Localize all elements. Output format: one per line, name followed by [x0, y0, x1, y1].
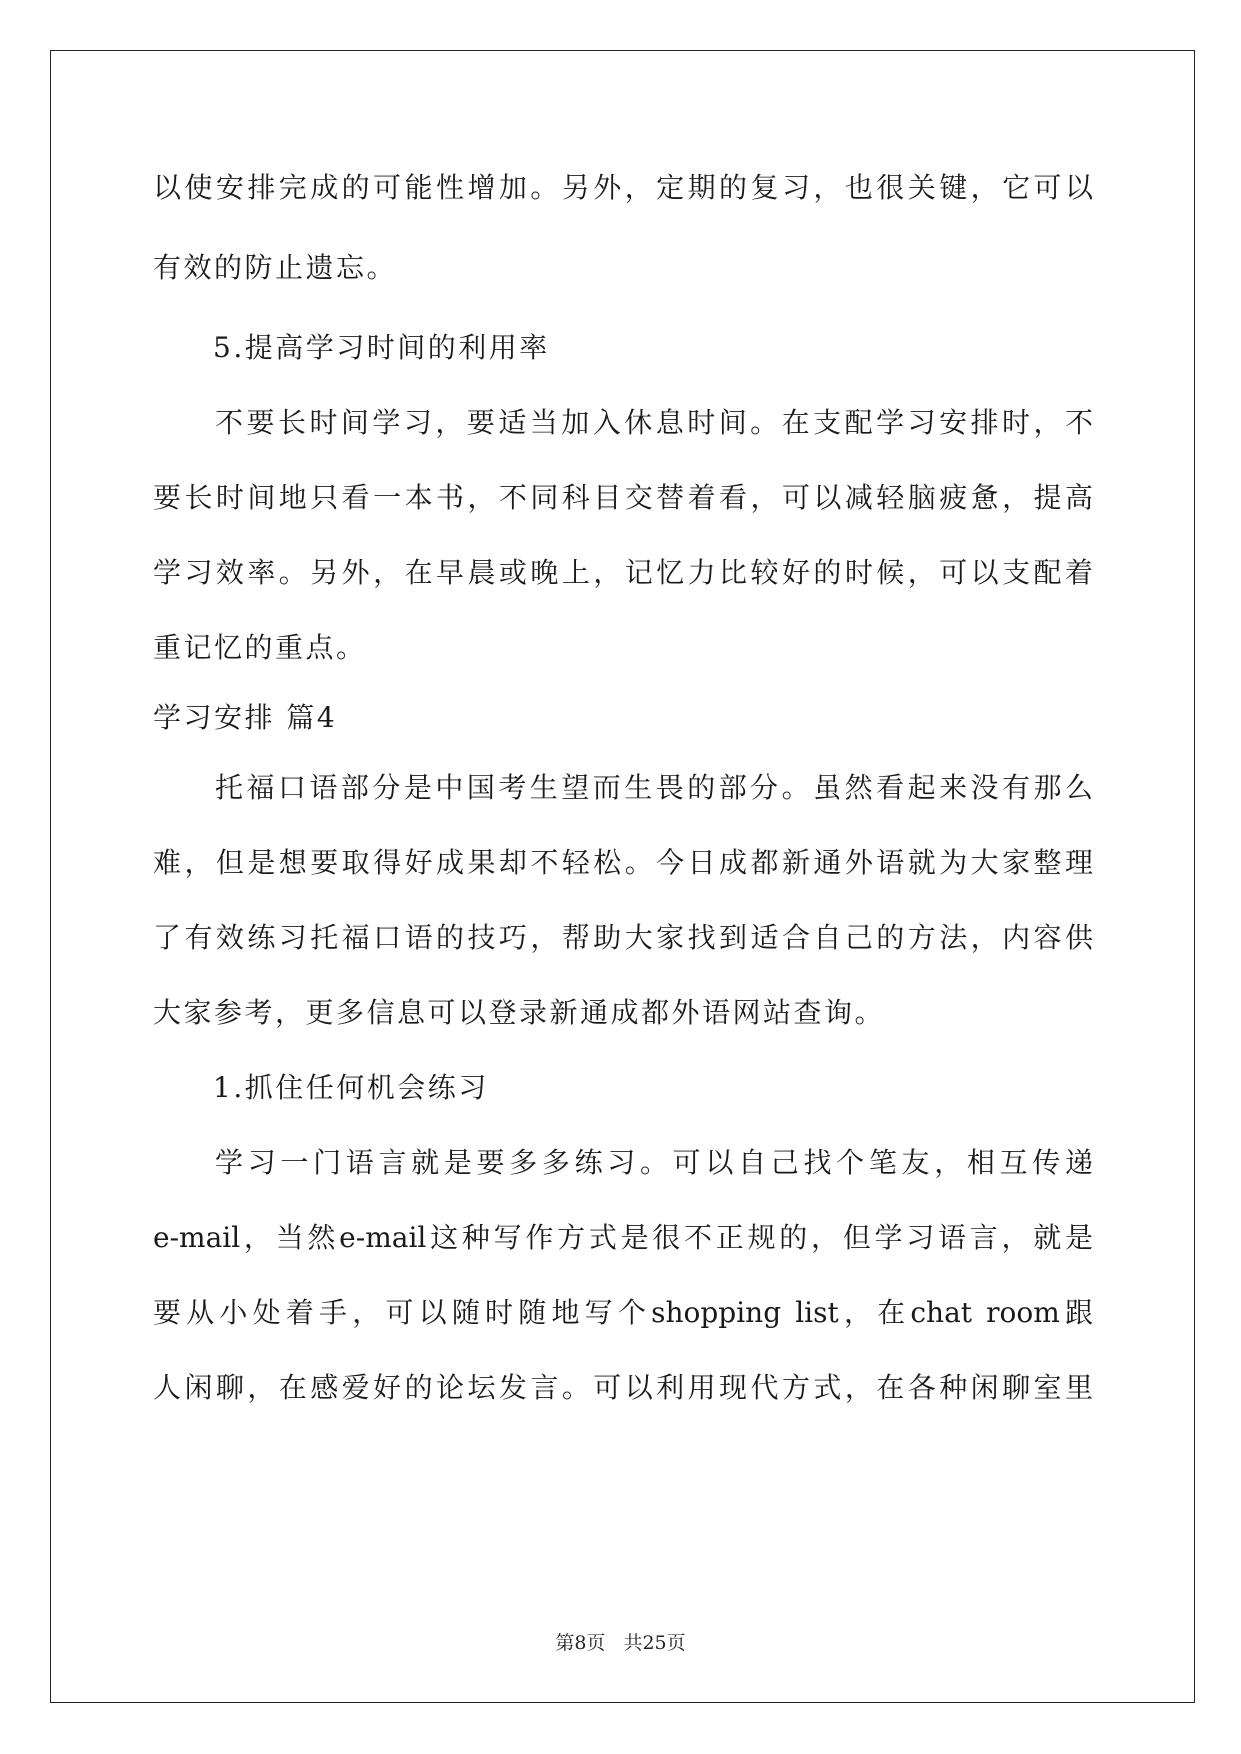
section-heading: 1.抓住任何机会练习	[213, 1071, 489, 1104]
body-line: 学习效率。另外，在早晨或晚上，记忆力比较好的时候，可以支配着	[153, 556, 1093, 589]
body-line: 大家参考，更多信息可以登录新通成都外语网站查询。	[153, 996, 886, 1029]
section-heading: 5.提高学习时间的利用率	[213, 331, 550, 364]
body-line: 学习一门语言就是要多多练习。可以自己找个笔友，相互传递	[215, 1146, 1093, 1179]
body-line: 以使安排完成的可能性增加。另外，定期的复习，也很关键，它可以	[153, 171, 1093, 204]
body-line: 有效的防止遗忘。	[153, 251, 398, 284]
body-line: 难，但是想要取得好成果却不轻松。今日成都新通外语就为大家整理	[153, 846, 1093, 879]
page-total: 共25页	[623, 1632, 686, 1654]
page-number: 第8页	[555, 1632, 606, 1654]
page-footer	[0, 1630, 1241, 1656]
body-line: e-mail，当然e-mail这种写作方式是很不正规的，但学习语言，就是	[153, 1221, 1093, 1254]
body-line: 托福口语部分是中国考生望而生畏的部分。虽然看起来没有那么	[215, 771, 1093, 804]
article-heading: 学习安排 篇4	[153, 701, 338, 734]
body-line: 不要长时间学习，要适当加入休息时间。在支配学习安排时，不	[215, 406, 1093, 439]
body-line: 重记忆的重点。	[153, 631, 367, 664]
body-line: 了有效练习托福口语的技巧，帮助大家找到适合自己的方法，内容供	[153, 921, 1093, 954]
body-line: 要长时间地只看一本书，不同科目交替着看，可以减轻脑疲惫，提高	[153, 481, 1093, 514]
body-line: 要从小处着手，可以随时随地写个shopping list，在chat room跟	[153, 1296, 1093, 1329]
body-line: 人闲聊，在感爱好的论坛发言。可以利用现代方式，在各种闲聊室里	[153, 1371, 1093, 1404]
